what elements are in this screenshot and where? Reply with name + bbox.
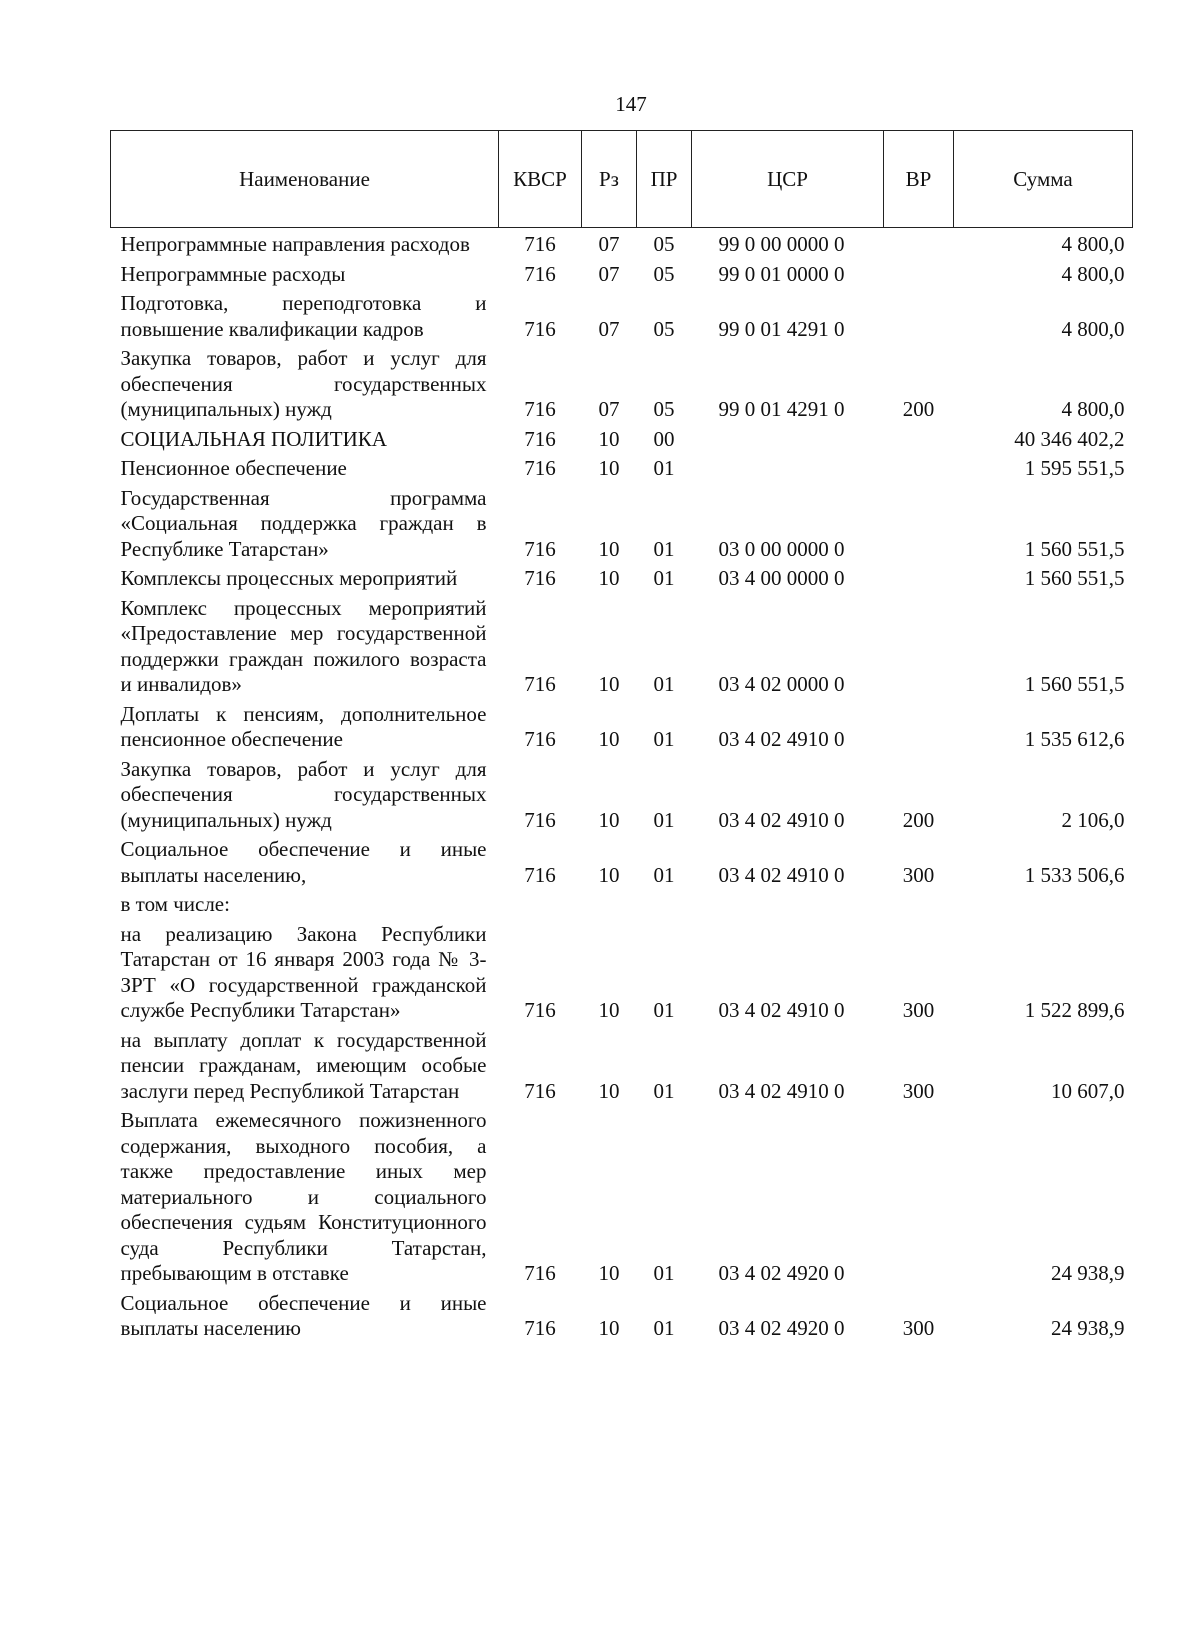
cell-vr [884,702,954,757]
cell-vr: 300 [902,998,935,1022]
cell-csr [692,456,884,486]
cell-rz: 10 [598,426,620,451]
cell-kvsr: 716 [524,536,556,561]
cell-csr: 03 4 02 0000 0 [718,672,845,696]
cell-kvsr: 716 [524,998,556,1022]
cell-rz: 10 [598,727,620,751]
cell-rz: 07 [598,397,620,421]
table-row [111,702,1133,757]
table-row [111,757,1133,838]
cell-name: Комплексы процессных мероприятий [120,566,458,590]
cell-pr: 00 [653,426,675,451]
cell-name: Комплекс процессных мероприятий «Предоставление мер государственной поддержки граждан пожилого возраста и инвалидов» [120,595,487,696]
header-kvsr: КВСР [499,131,582,228]
cell-rz: 10 [598,998,620,1022]
cell-pr: 05 [653,397,675,421]
header-rz: Рз [582,131,637,228]
cell-sum: 4 800,0 [1061,261,1125,286]
cell-pr: 01 [653,672,675,696]
cell-kvsr: 716 [524,807,556,832]
cell-vr: 300 [902,1078,935,1103]
cell-csr: 03 4 02 4910 0 [718,807,845,832]
cell-pr [637,892,692,922]
cell-kvsr: 716 [524,316,556,341]
cell-pr: 01 [653,1316,675,1340]
table-row [111,228,1133,262]
cell-rz: 07 [598,316,620,341]
table-body [111,228,1133,1346]
cell-rz [582,892,637,922]
cell-sum: 1 560 551,5 [1024,536,1125,561]
table-row [111,456,1133,486]
table-row [111,262,1133,292]
cell-name: Непрограммные расходы [120,261,346,286]
cell-rz: 10 [598,672,620,696]
header-vr: ВР [884,131,954,228]
table-row [111,486,1133,567]
header-name: Наименование [111,131,499,228]
cell-csr: 99 0 01 0000 0 [718,261,845,286]
cell-vr [884,262,954,292]
cell-csr: 03 4 02 4910 0 [718,862,845,887]
cell-pr: 05 [653,261,675,286]
cell-csr: 03 4 02 4910 0 [718,727,845,751]
cell-kvsr [499,892,582,922]
cell-rz: 10 [598,1078,620,1103]
cell-pr: 01 [653,862,675,887]
cell-sum [954,892,1133,922]
cell-pr: 01 [653,727,675,751]
table-row [111,346,1133,427]
cell-csr: 03 0 00 0000 0 [718,536,845,561]
cell-sum: 24 938,9 [1051,1316,1125,1340]
cell-kvsr: 716 [524,456,556,480]
cell-kvsr: 716 [524,1261,556,1285]
cell-csr: 03 4 02 4910 0 [718,998,845,1022]
cell-sum: 1 535 612,6 [1024,727,1125,751]
cell-rz: 07 [598,261,620,286]
cell-vr: 200 [902,397,935,421]
cell-vr: 200 [902,807,935,832]
cell-sum: 40 346 402,2 [1014,426,1125,451]
cell-vr [884,456,954,486]
cell-csr: 03 4 02 4920 0 [718,1261,845,1285]
cell-sum: 1 560 551,5 [1024,672,1125,696]
cell-sum: 4 800,0 [1061,397,1125,421]
table-row [111,922,1133,1028]
cell-sum: 4 800,0 [1061,232,1125,256]
cell-rz: 10 [598,536,620,561]
cell-csr: 99 0 00 0000 0 [718,232,845,256]
cell-name: Государственная программа «Социальная поддержка граждан в Республике Татарстан» [120,485,487,561]
cell-name: СОЦИАЛЬНАЯ ПОЛИТИКА [120,426,387,451]
table-row [111,1291,1133,1346]
cell-vr [884,1108,954,1291]
cell-kvsr: 716 [524,727,556,751]
budget-table [110,130,1133,1346]
cell-vr: 300 [902,862,935,887]
cell-vr [884,427,954,457]
cell-sum: 10 607,0 [1051,1078,1125,1103]
cell-csr: 03 4 00 0000 0 [718,566,845,590]
cell-pr: 01 [653,1261,675,1285]
cell-pr: 01 [653,536,675,561]
cell-vr [884,486,954,567]
cell-kvsr: 716 [524,566,556,590]
cell-vr [884,892,954,922]
table-row [111,892,1133,922]
cell-kvsr: 716 [524,1316,556,1340]
table-row [111,566,1133,596]
cell-rz: 10 [598,1316,620,1340]
table-row [111,427,1133,457]
cell-rz: 07 [598,232,620,256]
table-row [111,1108,1133,1291]
cell-kvsr: 716 [524,862,556,887]
cell-sum: 1 522 899,6 [1024,998,1125,1022]
cell-kvsr: 716 [524,672,556,696]
table-header [111,131,1133,228]
cell-vr: 300 [902,1316,935,1340]
cell-kvsr: 716 [524,426,556,451]
cell-name: Подготовка, переподготовка и повышение квалификации кадров [120,291,487,341]
cell-csr [692,892,884,922]
cell-name: Закупка товаров, работ и услуг для обеспечения государственных (муниципальных) нужд [120,756,487,832]
cell-pr: 01 [653,566,675,590]
cell-name: Непрограммные направления расходов [120,232,470,256]
cell-vr [884,291,954,346]
cell-name: Пенсионное обеспечение [120,456,347,480]
header-csr: ЦСР [692,131,884,228]
cell-pr: 05 [653,316,675,341]
cell-name: на выплату доплат к государственной пенсии гражданам, имеющим особые заслуги перед Республикой Татарстан [120,1027,487,1103]
table-row [111,596,1133,702]
cell-sum: 24 938,9 [1051,1261,1125,1285]
cell-name: Доплаты к пенсиям, дополнительное пенсионное обеспечение [120,701,487,751]
cell-sum: 1 560 551,5 [1024,566,1125,590]
cell-rz: 10 [598,566,620,590]
cell-name: в том числе: [120,892,230,916]
cell-name: Закупка товаров, работ и услуг для обеспечения государственных (муниципальных) нужд [120,346,487,421]
cell-vr [884,596,954,702]
header-sum: Сумма [954,131,1133,228]
cell-csr: 99 0 01 4291 0 [718,316,845,341]
cell-pr: 01 [653,807,675,832]
cell-rz: 10 [598,862,620,887]
cell-sum: 4 800,0 [1061,316,1125,341]
header-pr: ПР [637,131,692,228]
cell-kvsr: 716 [524,397,556,421]
cell-name: Социальное обеспечение и иные выплаты населению, [120,837,487,887]
cell-csr: 99 0 01 4291 0 [718,397,845,421]
cell-rz: 10 [598,807,620,832]
cell-pr: 01 [653,998,675,1022]
cell-rz: 10 [598,1261,620,1285]
cell-name: на реализацию Закона Республики Татарстан от 16 января 2003 года № 3-ЗРТ «О государственной гражданской службе Республики Татарстан» [120,921,487,1022]
cell-pr: 01 [653,456,675,480]
cell-csr: 03 4 02 4920 0 [718,1316,845,1340]
cell-csr [692,427,884,457]
cell-name: Социальное обеспечение и иные выплаты населению [120,1290,487,1340]
table-row [111,291,1133,346]
table-row [111,837,1133,892]
cell-kvsr: 716 [524,1078,556,1103]
cell-sum: 1 595 551,5 [1024,456,1125,480]
cell-csr: 03 4 02 4910 0 [718,1078,845,1103]
table-row [111,1028,1133,1109]
cell-pr: 01 [653,1078,675,1103]
cell-vr [884,228,954,262]
cell-vr [884,566,954,596]
cell-pr: 05 [653,232,675,256]
cell-sum: 2 106,0 [1061,807,1125,832]
cell-sum: 1 533 506,6 [1024,862,1125,887]
cell-rz: 10 [598,456,620,480]
cell-kvsr: 716 [524,261,556,286]
cell-kvsr: 716 [524,232,556,256]
page-number: 147 [615,92,647,116]
cell-name: Выплата ежемесячного пожизненного содержания, выходного пособия, а также предоставление иных мер материального и социального обеспечения судьям Конституционного суда Республики Татарстан, пребывающим в отставке [120,1108,487,1285]
